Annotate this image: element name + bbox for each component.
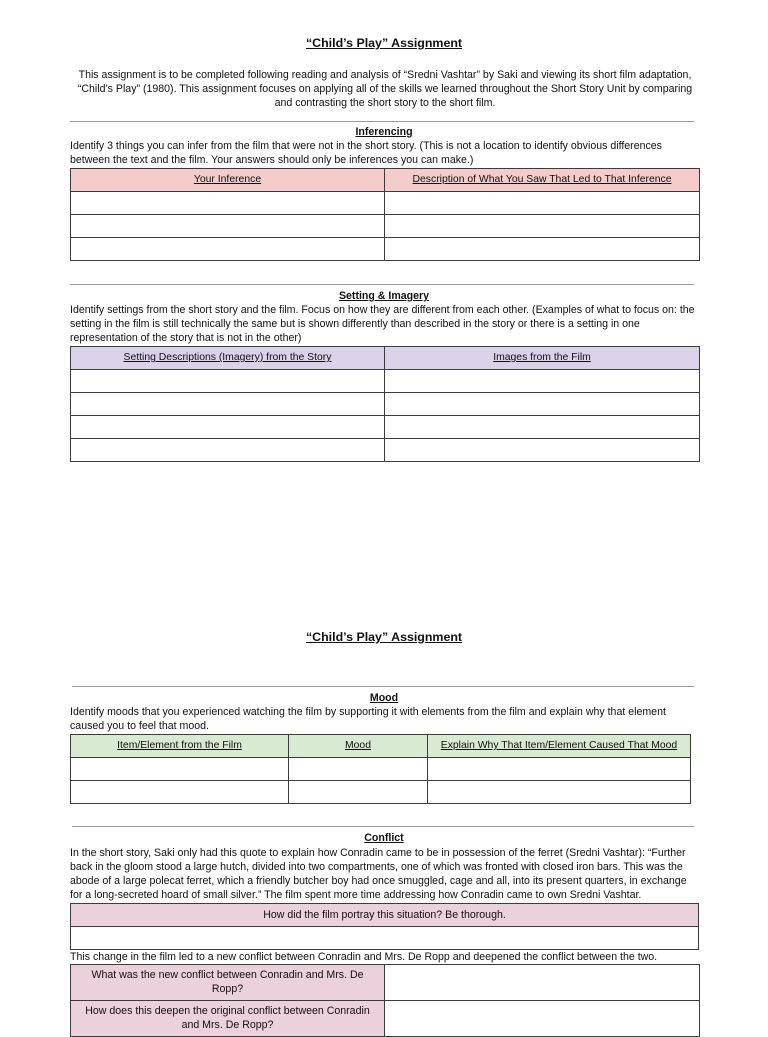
conflict-quote-paragraph: In the short story, Saki only had this quote to explain how Conradin came to be in possession of the ferret (Sredni Vashtar): “Further back in the gloom stood a large hutch, divided into two compartments, one of which was fronted with closed iron bars. This was the abode of a large polecat ferret, which a friendly butcher boy had once smuggled, cage and all, into its present quarters, in exchange for a long-secreted hoard of small silver.” The film spent more time addressing how Conradin came to own Sredni Vashtar.	[70, 847, 687, 902]
answer-cell[interactable]	[71, 416, 385, 439]
answer-cell[interactable]	[385, 238, 700, 261]
column-header-story-settings: Setting Descriptions (Imagery) from the Story	[71, 347, 385, 370]
inferencing-table	[70, 168, 700, 261]
inferencing-instructions: Identify 3 things you can infer from the film that were not in the short story. (This is not a location to identify obvious differences between the text and the film. Your answers should only be inferences you can make.)	[70, 140, 662, 167]
column-header-description: Description of What You Saw That Led to That Inference	[385, 169, 700, 192]
answer-cell[interactable]	[71, 215, 385, 238]
answer-cell[interactable]	[71, 238, 385, 261]
answer-cell[interactable]	[289, 758, 428, 781]
answer-cell[interactable]	[385, 393, 700, 416]
setting-imagery-instructions: Identify settings from the short story and the film. Focus on how they are different from each other. (Examples of what to focus on: the setting in the film is still technically the same but is shown differently than described in the story or there is a setting in one representation of the story that is not in the other)	[70, 304, 695, 345]
new-conflict-question: What was the new conflict between Conradin and Mrs. De Ropp?	[71, 965, 385, 1001]
answer-cell[interactable]	[289, 781, 428, 804]
answer-cell[interactable]	[385, 439, 700, 462]
section-divider	[70, 121, 694, 122]
conflict-questions-table	[70, 964, 700, 1037]
column-header-mood: Mood	[289, 735, 428, 758]
answer-cell[interactable]	[385, 192, 700, 215]
answer-cell[interactable]	[428, 758, 691, 781]
conflict-change-text: This change in the film led to a new conflict between Conradin and Mrs. De Ropp and deepened the conflict between the two.	[70, 951, 658, 963]
new-conflict-answer[interactable]	[385, 965, 700, 1001]
film-portrayal-answer[interactable]	[71, 927, 699, 950]
answer-cell[interactable]	[71, 192, 385, 215]
mood-title: Mood	[369, 692, 399, 704]
answer-cell[interactable]	[71, 439, 385, 462]
answer-cell[interactable]	[71, 393, 385, 416]
column-header-element: Item/Element from the Film	[71, 735, 289, 758]
conflict-title: Conflict	[364, 832, 404, 844]
mood-table	[70, 734, 691, 804]
section-divider	[70, 284, 694, 285]
film-portrayal-table	[70, 903, 699, 950]
answer-cell[interactable]	[71, 758, 289, 781]
intro-paragraph: This assignment is to be completed following reading and analysis of “Sredni Vashtar” by Saki and viewing its short film adaptation, “Child’s Play” (1980). This assignment focuses on applying all of the skills we learned throughout the Short Story Unit by comparing and contrasting the short story to the short film.	[77, 69, 693, 110]
section-divider	[72, 826, 694, 827]
column-header-inference: Your Inference	[71, 169, 385, 192]
answer-cell[interactable]	[71, 781, 289, 804]
section-divider	[72, 686, 694, 687]
page-title: “Child’s Play” Assignment	[305, 36, 463, 50]
inferencing-title: Inferencing	[355, 126, 413, 138]
column-header-explanation: Explain Why That Item/Element Caused That Mood	[428, 735, 691, 758]
answer-cell[interactable]	[385, 370, 700, 393]
page-title: “Child’s Play” Assignment	[305, 630, 463, 644]
answer-cell[interactable]	[428, 781, 691, 804]
deepen-conflict-answer[interactable]	[385, 1001, 700, 1037]
film-portrayal-question: How did the film portray this situation? Be thorough.	[71, 904, 699, 927]
deepen-conflict-question: How does this deepen the original conflict between Conradin and Mrs. De Ropp?	[71, 1001, 385, 1037]
mood-instructions: Identify moods that you experienced watching the film by supporting it with elements from the film and explain why that element caused you to feel that mood.	[70, 706, 666, 733]
setting-imagery-table	[70, 346, 700, 462]
column-header-film-images: Images from the Film	[385, 347, 700, 370]
answer-cell[interactable]	[71, 370, 385, 393]
answer-cell[interactable]	[385, 416, 700, 439]
setting-imagery-title: Setting & Imagery	[338, 290, 430, 302]
answer-cell[interactable]	[385, 215, 700, 238]
